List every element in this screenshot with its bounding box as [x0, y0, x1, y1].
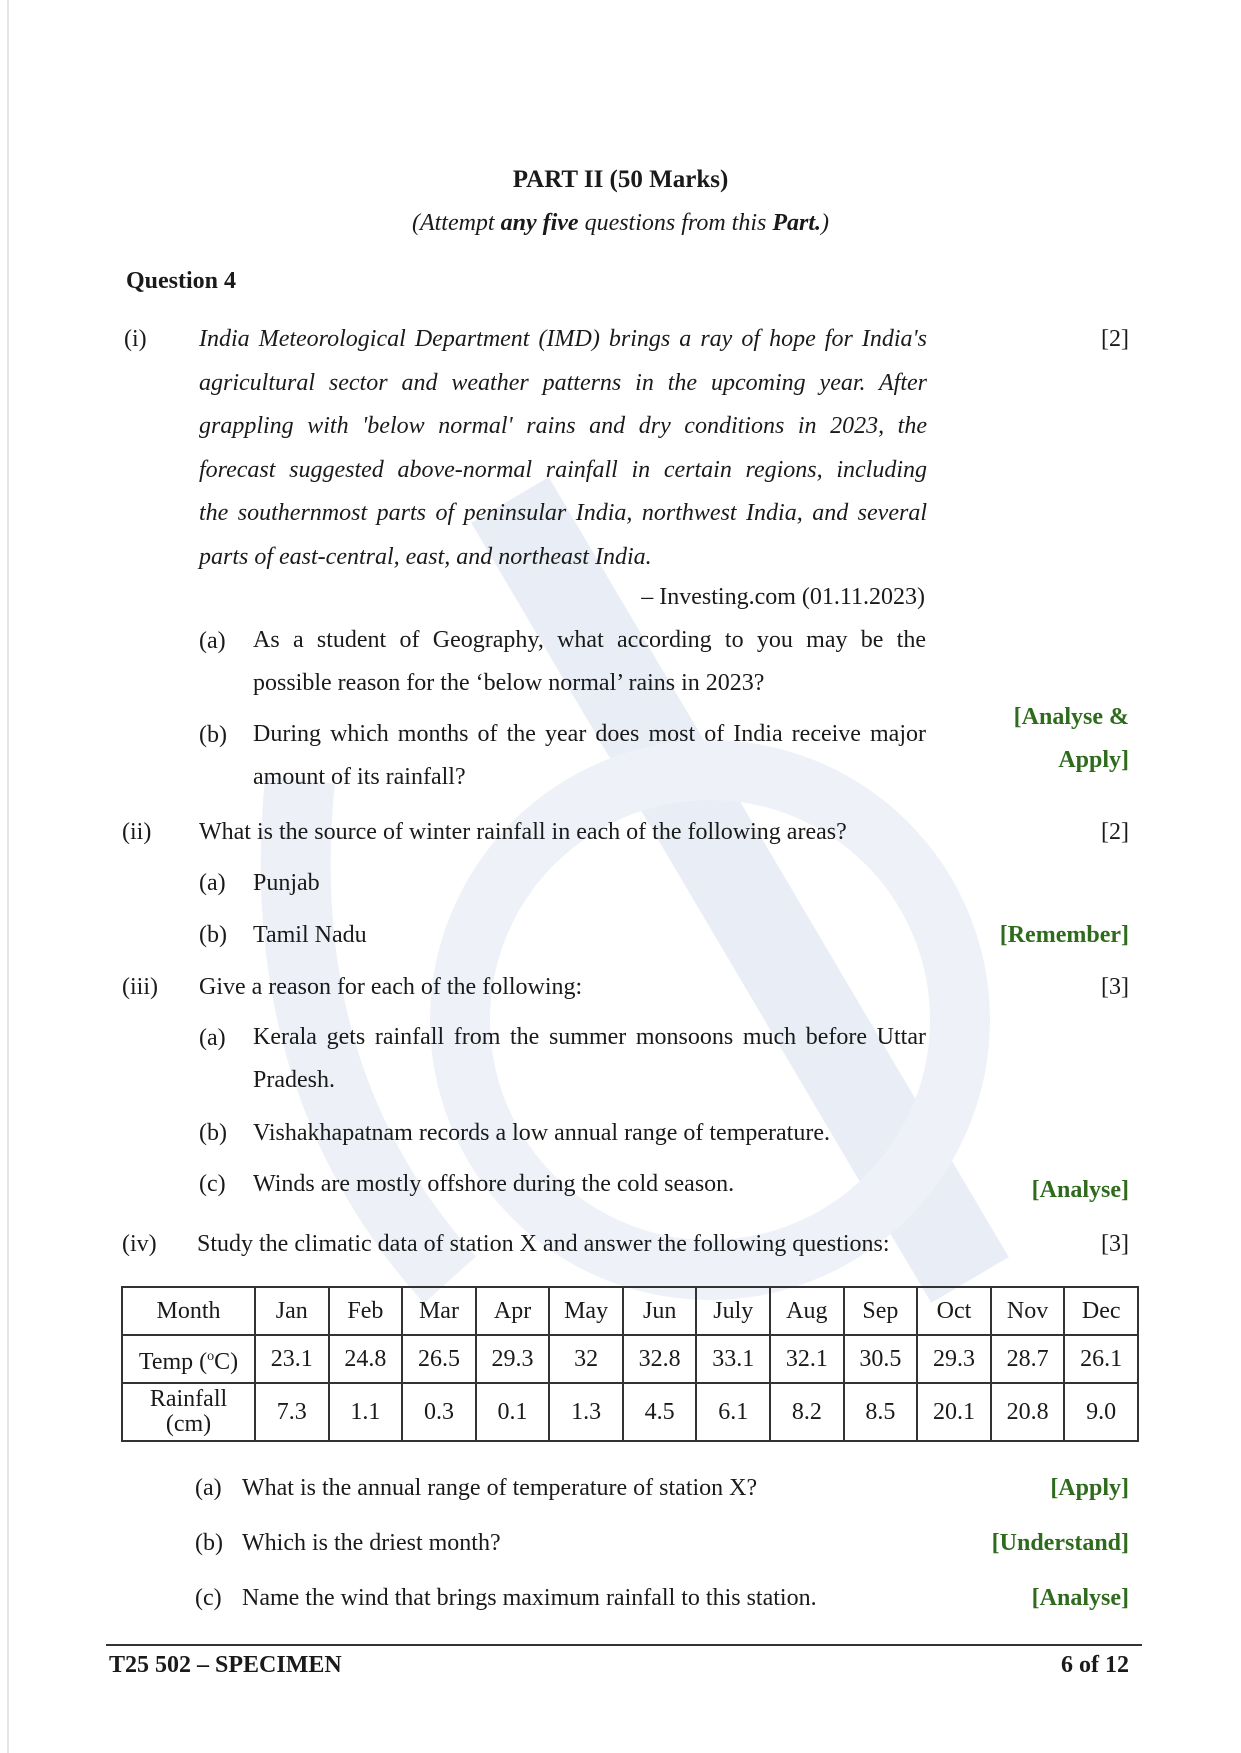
- subpart-label: (b): [199, 922, 227, 948]
- table-cell: 7.3: [255, 1383, 329, 1441]
- table-cell: 32.8: [623, 1335, 697, 1383]
- question-number-iii: (iii): [122, 974, 158, 1000]
- table-header-cell: Jan: [255, 1287, 329, 1335]
- question-text-iv: Study the climatic data of station X and answer the following questions:: [197, 1231, 890, 1257]
- table-header-cell: Mar: [402, 1287, 476, 1335]
- table-cell: 32: [549, 1335, 623, 1383]
- skill-tag: [Analyse]: [1031, 1585, 1129, 1611]
- table-cell: 24.8: [329, 1335, 403, 1383]
- table-cell: 0.3: [402, 1383, 476, 1441]
- skill-tag: [1014, 696, 1129, 782]
- table-cell: 9.0: [1064, 1383, 1138, 1441]
- subpart-text: What is the annual range of temperature of station X?: [242, 1475, 758, 1501]
- question-title: Question 4: [126, 268, 237, 294]
- climate-data-table: [121, 1286, 1139, 1442]
- subpart-label: (a): [199, 628, 226, 654]
- subpart-line: Pradesh.: [253, 1067, 335, 1093]
- subpart-text: [253, 619, 926, 705]
- table-header-cell: Aug: [770, 1287, 844, 1335]
- skill-tag-line: [Analyse &: [1013, 704, 1129, 730]
- passage: [199, 318, 927, 579]
- passage-line: grappling with 'below normal' rains and dry conditions in 2023, the: [199, 413, 927, 439]
- skill-tag: [Understand]: [991, 1530, 1129, 1556]
- subpart-text: Punjab: [253, 870, 320, 896]
- table-cell: 1.1: [329, 1383, 403, 1441]
- table-row-label: Rainfall (cm): [122, 1383, 255, 1441]
- subpart-label: (b): [199, 1120, 227, 1146]
- marks-i: [2]: [1101, 326, 1129, 352]
- subpart-label: (a): [199, 870, 226, 896]
- table-cell: 20.8: [991, 1383, 1065, 1441]
- skill-tag: [Analyse]: [1031, 1177, 1129, 1203]
- page-number: 6 of 12: [1061, 1652, 1129, 1678]
- question-text-ii: What is the source of winter rainfall in each of the following areas?: [199, 819, 847, 845]
- subpart-line: Kerala gets rainfall from the summer monsoons much before Uttar: [253, 1024, 926, 1050]
- part-title: PART II (50 Marks): [512, 166, 729, 193]
- subpart-text: Tamil Nadu: [253, 922, 367, 948]
- subpart-text: Name the wind that brings maximum rainfall to this station.: [242, 1585, 817, 1611]
- question-text-iii: Give a reason for each of the following:: [199, 974, 583, 1000]
- skill-tag: [Remember]: [999, 922, 1129, 948]
- page-edge: [7, 0, 9, 1753]
- passage-source: – Investing.com (01.11.2023): [641, 584, 925, 610]
- table-header-cell: Feb: [329, 1287, 403, 1335]
- marks-iii: [3]: [1101, 974, 1129, 1000]
- skill-tag: [Apply]: [1050, 1475, 1129, 1501]
- subpart-text: Which is the driest month?: [242, 1530, 501, 1556]
- subpart-label: (c): [199, 1171, 226, 1197]
- table-row-temp: [122, 1335, 1138, 1383]
- subpart-text: [253, 1016, 926, 1102]
- paper-code: T25 502 – SPECIMEN: [109, 1652, 342, 1678]
- question-number-ii: (ii): [122, 819, 152, 845]
- footer-divider: [106, 1644, 1142, 1646]
- table-cell: 23.1: [255, 1335, 329, 1383]
- table-header-cell: Jun: [623, 1287, 697, 1335]
- subpart-line: As a student of Geography, what according to you may be the: [253, 627, 926, 653]
- marks-iv: [3]: [1101, 1231, 1129, 1257]
- table-cell: 1.3: [549, 1383, 623, 1441]
- subpart-line: During which months of the year does most of India receive major: [253, 721, 926, 747]
- table-cell: 29.3: [917, 1335, 991, 1383]
- table-header-cell: Oct: [917, 1287, 991, 1335]
- marks-ii: [2]: [1101, 819, 1129, 845]
- subpart-label: (c): [195, 1585, 222, 1611]
- table-cell: 28.7: [991, 1335, 1065, 1383]
- table-header-cell: July: [696, 1287, 770, 1335]
- table-cell: 8.2: [770, 1383, 844, 1441]
- table-header-cell: Dec: [1064, 1287, 1138, 1335]
- table-row-label: Temp ($^o$C): [122, 1335, 255, 1383]
- table-cell: 4.5: [623, 1383, 697, 1441]
- table-header-cell: Month: [122, 1287, 255, 1335]
- attempt-instruction: (Attempt any five questions from this Part.): [411, 210, 830, 236]
- passage-line: forecast suggested above-normal rainfall in certain regions, including: [199, 456, 927, 483]
- table-cell: 6.1: [696, 1383, 770, 1441]
- subpart-label: (b): [199, 722, 227, 748]
- subpart-line: amount of its rainfall?: [253, 764, 466, 790]
- table-row-month: [122, 1287, 1138, 1335]
- passage-line: the southernmost parts of peninsular India, northwest India, and several: [199, 500, 927, 526]
- passage-line: parts of east-central, east, and northeast India.: [199, 543, 652, 570]
- subpart-label: (b): [195, 1530, 223, 1556]
- subpart-text: Winds are mostly offshore during the cold season.: [253, 1171, 735, 1197]
- table-cell: 8.5: [844, 1383, 918, 1441]
- table-header-cell: Sep: [844, 1287, 918, 1335]
- table-cell: 29.3: [476, 1335, 550, 1383]
- subpart-line: possible reason for the ‘below normal’ rains in 2023?: [253, 670, 765, 696]
- table-cell: 32.1: [770, 1335, 844, 1383]
- skill-tag-line: Apply]: [1058, 747, 1129, 773]
- subpart-label: (a): [199, 1025, 226, 1051]
- question-number-iv: (iv): [122, 1231, 157, 1257]
- table-cell: 26.1: [1064, 1335, 1138, 1383]
- table-cell: 0.1: [476, 1383, 550, 1441]
- subpart-label: (a): [195, 1475, 222, 1501]
- table-header-cell: Apr: [476, 1287, 550, 1335]
- table-header-cell: Nov: [991, 1287, 1065, 1335]
- question-number-i: (i): [124, 326, 147, 352]
- subpart-text: Vishakhapatnam records a low annual range of temperature.: [253, 1120, 830, 1146]
- passage-line: India Meteorological Department (IMD) brings a ray of hope for India's: [199, 326, 927, 352]
- table-cell: 26.5: [402, 1335, 476, 1383]
- table-row-rainfall: [122, 1383, 1138, 1441]
- table-cell: 33.1: [696, 1335, 770, 1383]
- table-header-cell: May: [549, 1287, 623, 1335]
- table-cell: 30.5: [844, 1335, 918, 1383]
- subpart-text: [253, 713, 926, 799]
- table-cell: 20.1: [917, 1383, 991, 1441]
- passage-line: agricultural sector and weather patterns in the upcoming year. After: [199, 369, 927, 396]
